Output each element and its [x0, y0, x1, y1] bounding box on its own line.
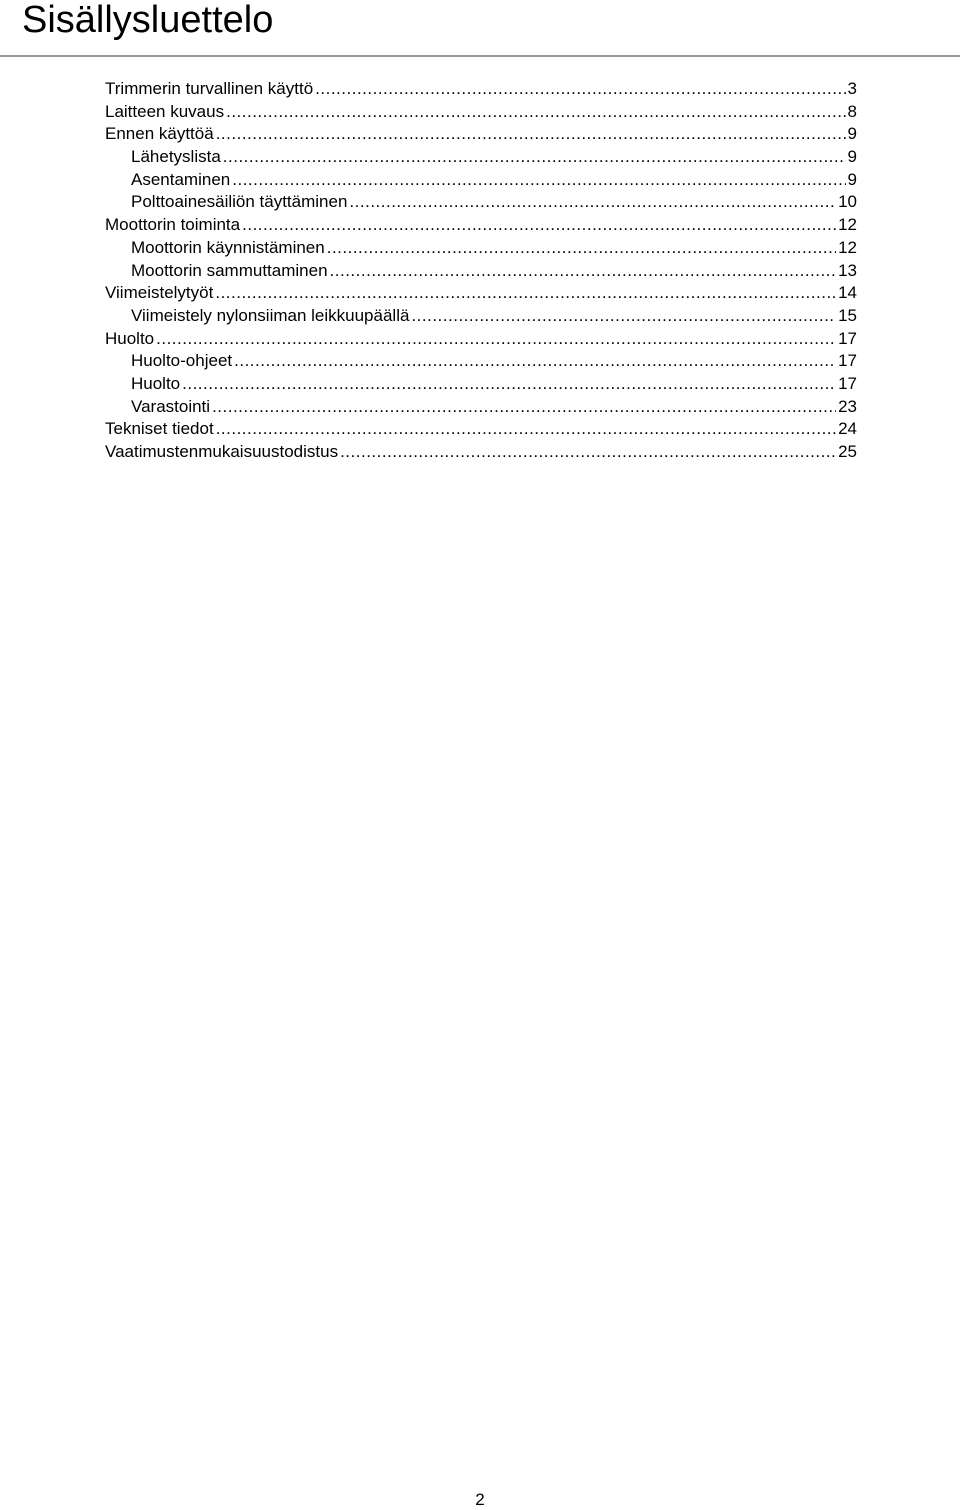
toc-entry-page: 12 [838, 237, 857, 257]
toc-entry-page: 25 [838, 442, 857, 461]
toc-entry-page: 13 [838, 260, 857, 280]
page-number: 2 [475, 1490, 485, 1509]
toc-dot-leader [232, 169, 845, 192]
toc-entry[interactable] [105, 418, 857, 441]
toc-entry-page: 12 [838, 215, 857, 235]
toc-entry-page: 9 [847, 147, 857, 167]
toc-entry-label: Moottorin käynnistäminen [131, 237, 325, 257]
toc-dot-leader [216, 123, 846, 146]
toc-entry-label: Laitteen kuvaus [105, 101, 225, 121]
toc-dot-leader [216, 418, 836, 441]
toc-entry-label: Polttoainesäiliön täyttäminen [131, 192, 348, 212]
toc-entry[interactable] [105, 305, 857, 328]
toc-entry-page: 17 [838, 328, 857, 348]
toc-dot-leader [242, 214, 836, 237]
toc-entry-label: Tekniset tiedot [105, 419, 214, 439]
toc-entry[interactable] [105, 101, 857, 124]
toc-entry[interactable] [105, 169, 857, 192]
toc-entry-label: Vaatimustenmukaisuustodistus [105, 442, 339, 461]
toc-dot-leader [215, 282, 836, 305]
toc-entry[interactable] [105, 282, 857, 305]
toc-dot-leader [340, 441, 836, 464]
toc-dot-leader [182, 373, 836, 396]
toc-entry[interactable] [105, 260, 857, 283]
toc-entry[interactable] [105, 396, 857, 419]
toc-entry-page: 15 [838, 305, 857, 325]
page-title: Sisällysluettelo [22, 0, 274, 41]
toc-entry-page: 9 [847, 169, 857, 189]
toc-dot-leader [212, 396, 836, 419]
toc-entry[interactable] [105, 328, 857, 351]
table-of-contents [105, 78, 857, 464]
toc-entry-label: Huolto [105, 328, 155, 348]
toc-entry[interactable] [105, 237, 857, 260]
toc-entry[interactable] [105, 191, 857, 214]
toc-entry[interactable] [105, 78, 857, 101]
toc-entry-page: 17 [838, 351, 857, 371]
toc-dot-leader [223, 146, 846, 169]
toc-entry-label: Moottorin toiminta [105, 215, 241, 235]
toc-entry-page: 24 [838, 419, 857, 439]
toc-dot-leader [315, 78, 845, 101]
toc-entry-page: 3 [847, 79, 857, 98]
toc-entry-label: Viimeistelytyöt [105, 283, 214, 303]
toc-entry-label: Ennen käyttöä [105, 124, 214, 144]
toc-entry-page: 14 [838, 283, 857, 303]
toc-entry-label: Viimeistely nylonsiiman leikkuupäällä [131, 305, 410, 325]
toc-entry[interactable] [105, 441, 857, 464]
toc-entry-page: 8 [847, 101, 857, 121]
toc-dot-leader [226, 101, 845, 124]
toc-entry-label: Huolto [131, 373, 181, 393]
toc-entry-page: 9 [847, 124, 857, 144]
toc-entry-label: Lähetyslista [131, 147, 221, 167]
toc-entry[interactable] [105, 123, 857, 146]
toc-dot-leader [327, 237, 836, 260]
toc-entry-label: Varastointi [131, 396, 211, 416]
toc-entry-label: Huolto-ohjeet [131, 351, 233, 371]
toc-dot-leader [411, 305, 836, 328]
toc-entry-label: Moottorin sammuttaminen [131, 260, 328, 280]
toc-entry-page: 23 [838, 396, 857, 416]
toc-dot-leader [349, 191, 836, 214]
toc-entry[interactable] [105, 350, 857, 373]
toc-dot-leader [234, 350, 836, 373]
toc-entry-label: Trimmerin turvallinen käyttö [105, 79, 314, 98]
toc-entry[interactable] [105, 373, 857, 396]
toc-entry-page: 10 [838, 192, 857, 212]
toc-entry-label: Asentaminen [131, 169, 231, 189]
toc-entry-page: 17 [838, 373, 857, 393]
toc-dot-leader [330, 260, 837, 283]
toc-dot-leader [156, 328, 836, 351]
toc-entry[interactable] [105, 146, 857, 169]
title-divider [0, 55, 960, 57]
toc-entry[interactable] [105, 214, 857, 237]
